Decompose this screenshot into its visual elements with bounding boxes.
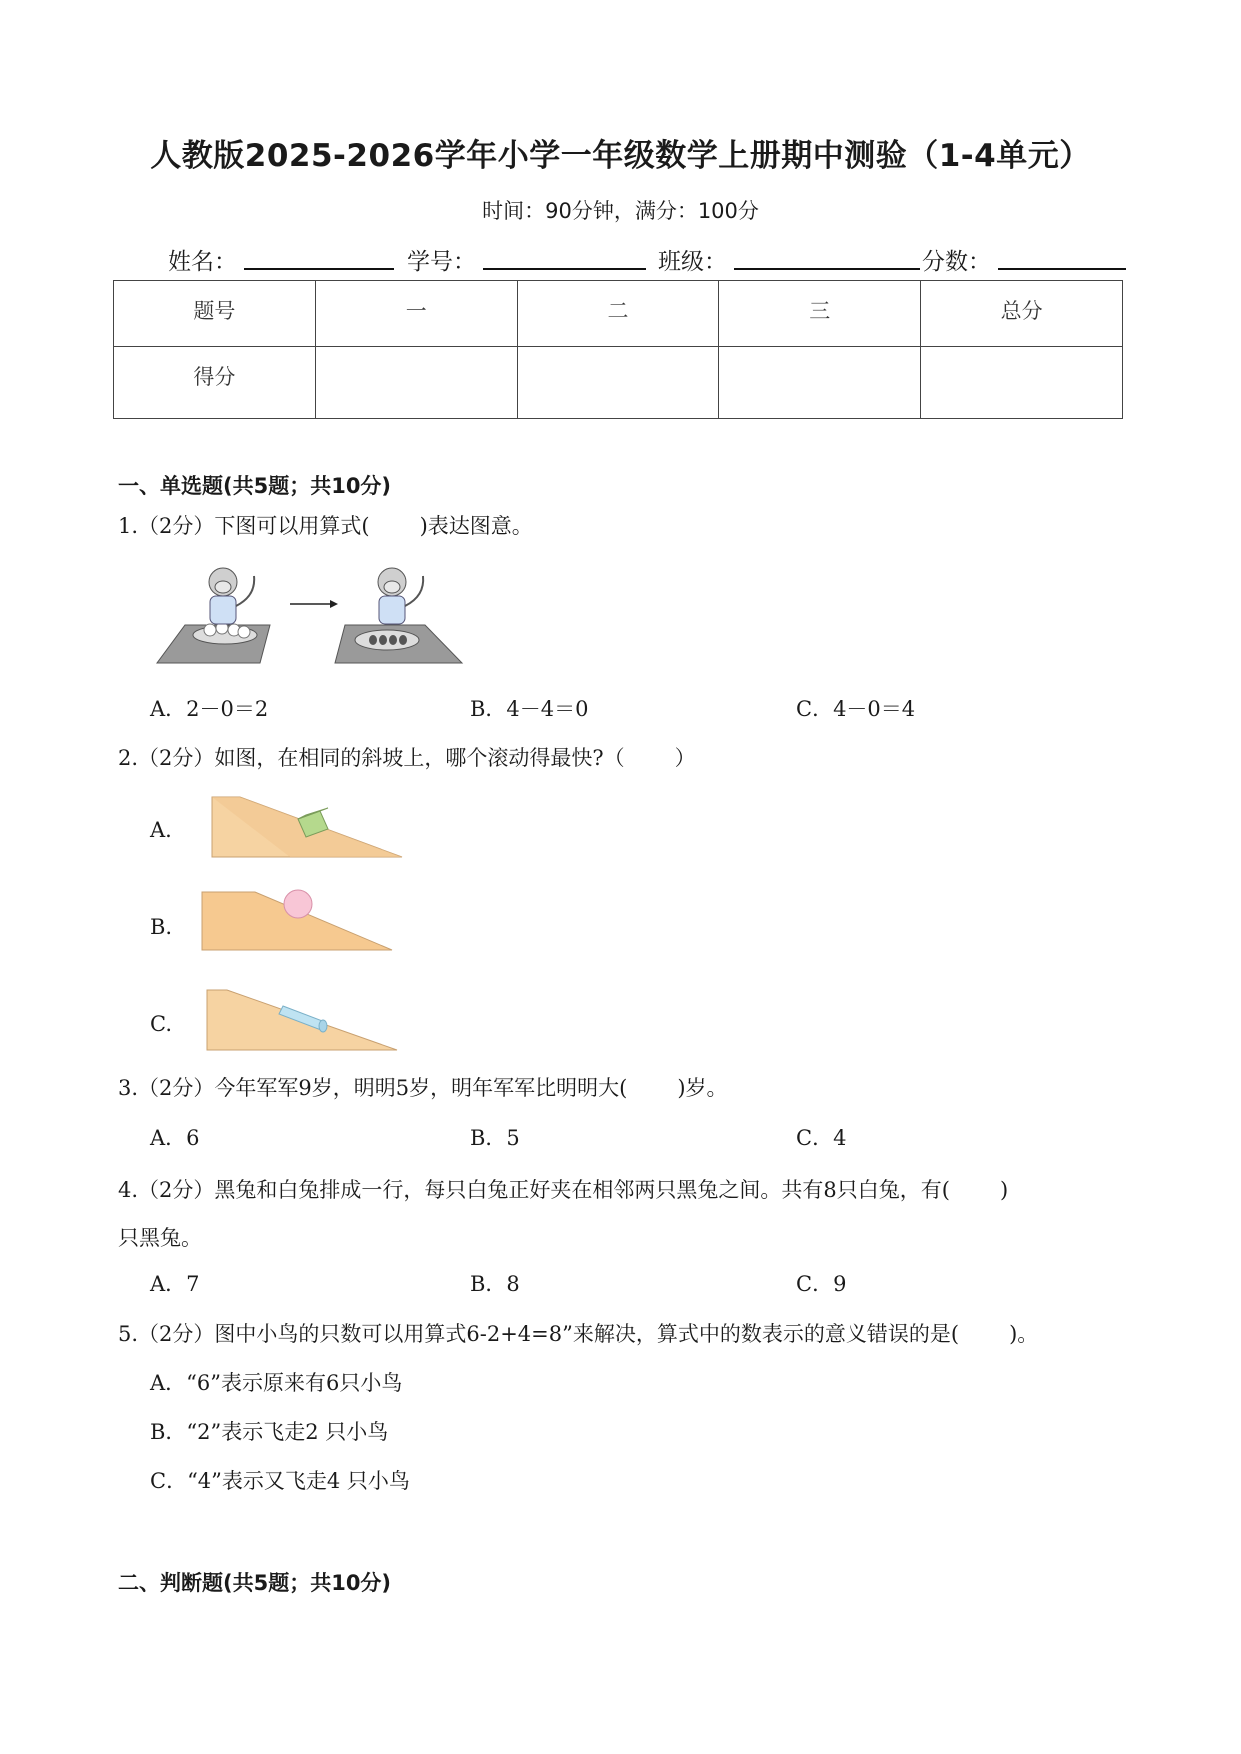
q2-option-b[interactable]: B. xyxy=(150,915,173,939)
question-1 xyxy=(118,510,533,540)
monkey-icon xyxy=(378,568,423,624)
score-cell[interactable] xyxy=(315,347,517,419)
exam-subtitle: 时间：90分钟，满分：100分 xyxy=(482,199,759,223)
monkey-plate-illustration xyxy=(155,560,475,670)
question-stem: 2.（2分）如图，在相同的斜坡上，哪个滚动得最快?（ xyxy=(118,746,625,770)
question-2 xyxy=(118,742,696,772)
question-4-line2: 只黑兔。 xyxy=(118,1226,202,1250)
question-stem-end: )。 xyxy=(1009,1322,1039,1346)
question-stem: 1.（2分）下图可以用算式( xyxy=(118,514,370,538)
q2-option-a[interactable]: A. xyxy=(150,818,172,842)
table-cell: 三 xyxy=(719,281,921,347)
q5-option-b[interactable]: B．“2”表示飞走2 只小鸟 xyxy=(150,1420,389,1444)
class-field[interactable] xyxy=(734,268,920,270)
q1-option-c[interactable]: C．4－0＝4 xyxy=(796,697,916,721)
q3-option-c[interactable]: C．4 xyxy=(796,1126,847,1150)
slope-cylinder-illustration xyxy=(205,988,400,1053)
q2-option-c[interactable]: C. xyxy=(150,1012,172,1036)
q5-option-a[interactable]: A．“6”表示原来有6只小鸟 xyxy=(150,1371,403,1395)
exam-title: 人教版2025-2026学年小学一年级数学上册期中测验（1-4单元） xyxy=(150,138,1091,174)
score-table xyxy=(113,280,1123,419)
q1-option-b[interactable]: B．4－4＝0 xyxy=(470,697,589,721)
q5-option-c[interactable]: C．“4”表示又飞走4 只小鸟 xyxy=(150,1469,410,1493)
question-stem-end: ） xyxy=(674,746,696,770)
question-stem: 4.（2分）黑兔和白兔排成一行，每只白兔正好夹在相邻两只黑兔之间。共有8只白兔，有( xyxy=(118,1178,950,1202)
q4-option-a[interactable]: A．7 xyxy=(150,1272,200,1296)
q3-option-b[interactable]: B．5 xyxy=(470,1126,520,1150)
section-2-title: 二、判断题(共5题；共10分) xyxy=(118,1571,392,1595)
class-label: 班级： xyxy=(658,249,727,275)
score-field[interactable] xyxy=(998,268,1126,270)
question-3 xyxy=(118,1072,728,1102)
score-cell[interactable] xyxy=(921,347,1123,419)
table-cell: 总分 xyxy=(921,281,1123,347)
table-cell: 一 xyxy=(315,281,517,347)
question-stem-end: )表达图意。 xyxy=(419,514,533,538)
question-stem-end: ) xyxy=(999,1178,1009,1202)
question-4 xyxy=(118,1174,1128,1204)
score-cell[interactable] xyxy=(719,347,921,419)
question-stem: 5.（2分）图中小鸟的只数可以用算式6-2+4=8”来解决，算式中的数表示的意义错误的是( xyxy=(118,1322,960,1346)
q3-option-a[interactable]: A．6 xyxy=(150,1126,200,1150)
slope-cube-illustration xyxy=(210,795,405,860)
table-cell: 二 xyxy=(517,281,719,347)
q1-option-a[interactable]: A．2－0＝2 xyxy=(150,697,269,721)
slope-ball-illustration xyxy=(200,888,395,953)
table-cell: 得分 xyxy=(114,347,316,419)
q4-option-c[interactable]: C．9 xyxy=(796,1272,847,1296)
score-table-score-row xyxy=(114,347,1123,419)
ball-icon xyxy=(284,890,312,918)
score-cell[interactable] xyxy=(517,347,719,419)
score-label: 分数： xyxy=(922,249,991,275)
name-field[interactable] xyxy=(244,268,394,270)
section-1-title: 一、单选题(共5题；共10分) xyxy=(118,474,392,498)
score-table-header-row xyxy=(114,281,1123,347)
name-label: 姓名： xyxy=(168,249,237,275)
id-field[interactable] xyxy=(483,268,646,270)
question-stem: 3.（2分）今年军军9岁，明明5岁，明年军军比明明大( xyxy=(118,1076,628,1100)
question-stem-end: )岁。 xyxy=(677,1076,728,1100)
table-cell: 题号 xyxy=(114,281,316,347)
monkey-icon xyxy=(209,568,254,624)
id-label: 学号： xyxy=(407,249,476,275)
question-5 xyxy=(118,1318,1128,1348)
q4-option-b[interactable]: B．8 xyxy=(470,1272,520,1296)
